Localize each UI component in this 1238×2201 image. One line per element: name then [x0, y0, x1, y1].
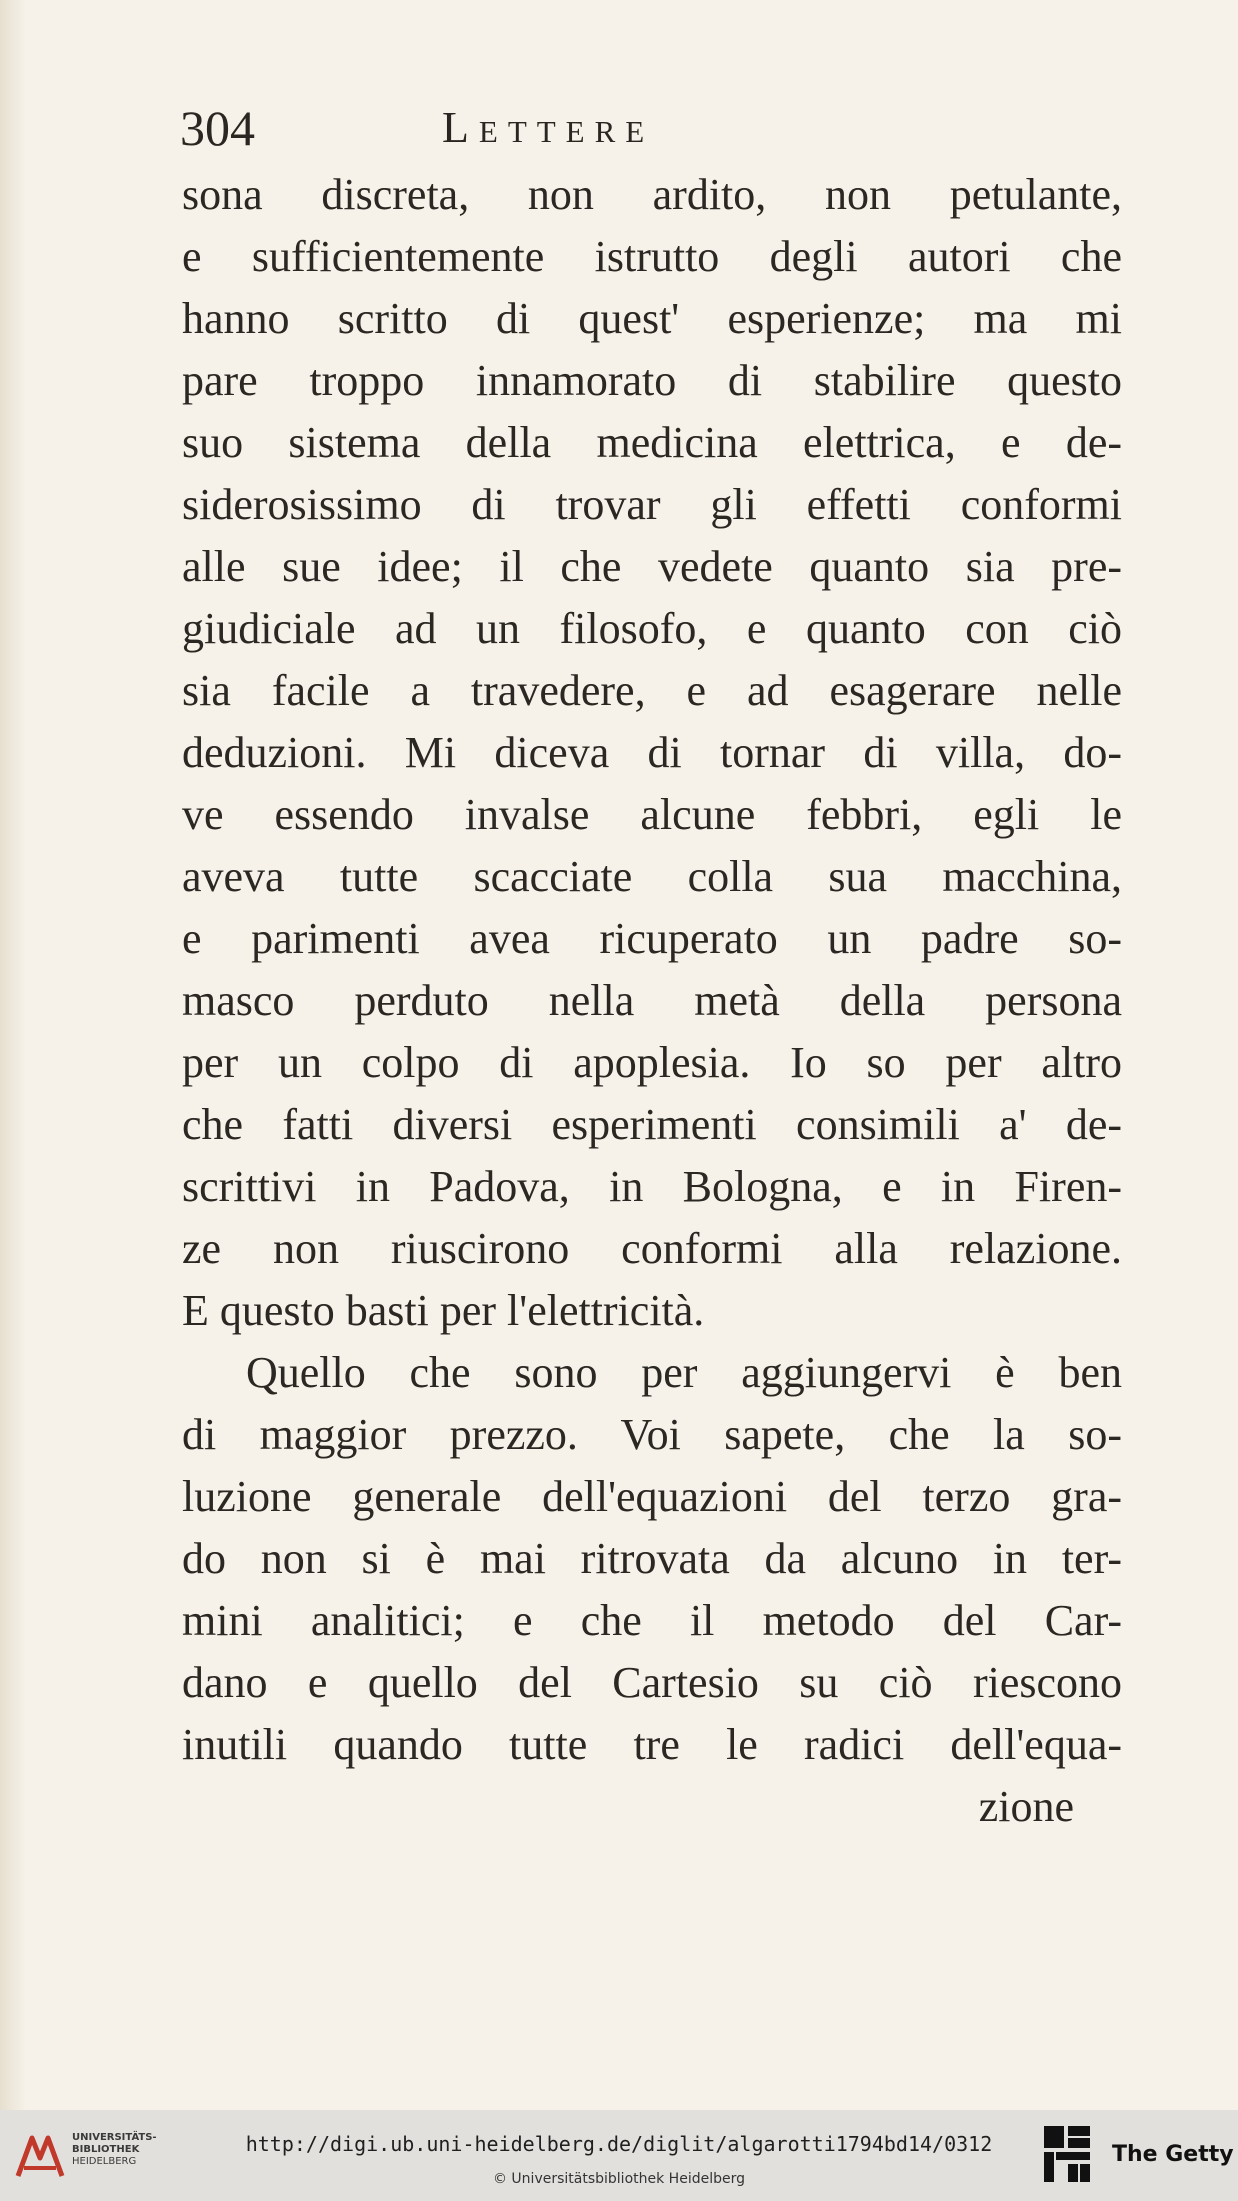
catchword: zione [978, 1782, 1074, 1831]
text-line: do non si è mai ritrovata da alcuno in ter- [182, 1534, 1122, 1583]
text-line: di maggior prezzo. Voi sapete, che la so- [182, 1410, 1122, 1459]
running-head [180, 98, 1080, 158]
library-name-line: HEIDELBERG [72, 2156, 137, 2167]
text-line: scrittivi in Padova, in Bologna, e in Firen- [182, 1162, 1122, 1211]
page-number: 304 [180, 100, 255, 156]
running-title: Lettere [442, 103, 655, 152]
text-line: e sufficientemente istrutto degli autori che [182, 232, 1122, 281]
text-line: inutili quando tutte tre le radici dell'equa- [182, 1720, 1122, 1769]
text-line: suo sistema della medicina elettrica, e de- [182, 418, 1122, 467]
library-name-line: UNIVERSITÄTS- [72, 2132, 157, 2143]
body-text [182, 164, 1122, 1838]
text-line: Quello che sono per aggiungervi è ben [246, 1348, 1122, 1397]
text-line: masco perduto nella metà della persona [182, 976, 1122, 1025]
text-line: che fatti diversi esperimenti consimili a' de- [182, 1100, 1122, 1149]
library-name-line: BIBLIOTHEK [72, 2144, 140, 2155]
text-line: aveva tutte scacciate colla sua macchina, [182, 852, 1122, 901]
text-line: deduzioni. Mi diceva di tornar di villa, do- [182, 728, 1122, 777]
text-line: pare troppo innamorato di stabilire questo [182, 356, 1122, 405]
copyright-notice: © Universitätsbibliothek Heidelberg [492, 2171, 745, 2187]
text-line: per un colpo di apoplesia. Io so per altro [182, 1038, 1122, 1087]
text-line: alle sue idee; il che vedete quanto sia pre- [182, 542, 1122, 591]
permalink-url[interactable]: http://digi.ub.uni-heidelberg.de/diglit/algarotti1794bd14/0312 [245, 2132, 993, 2156]
sponsor-name: The Getty [1112, 2142, 1234, 2167]
text-line: giudiciale ad un filosofo, e quanto con ciò [182, 604, 1122, 653]
text-line: ze non riuscirono conformi alla relazione. [182, 1224, 1122, 1273]
text-line: sia facile a travedere, e ad esagerare nelle [182, 666, 1122, 715]
text-line: dano e quello del Cartesio su ciò riescono [182, 1658, 1122, 1707]
text-line: ve essendo invalse alcune febbri, egli le [182, 790, 1122, 839]
viewer-footer [0, 2110, 1238, 2201]
text-line: luzione generale dell'equazioni del terzo gra- [182, 1472, 1122, 1521]
text-line: mini analitici; e che il metodo del Car- [182, 1596, 1122, 1645]
text-line: sona discreta, non ardito, non petulante, [182, 170, 1122, 219]
text-line: E questo basti per l'elettricità. [182, 1286, 705, 1335]
getty-logo-icon[interactable] [1042, 2124, 1092, 2186]
text-line: siderosissimo di trovar gli effetti conformi [182, 480, 1122, 529]
text-line: e parimenti avea ricuperato un padre so- [182, 914, 1122, 963]
text-line: hanno scritto di quest' esperienze; ma mi [182, 294, 1122, 343]
